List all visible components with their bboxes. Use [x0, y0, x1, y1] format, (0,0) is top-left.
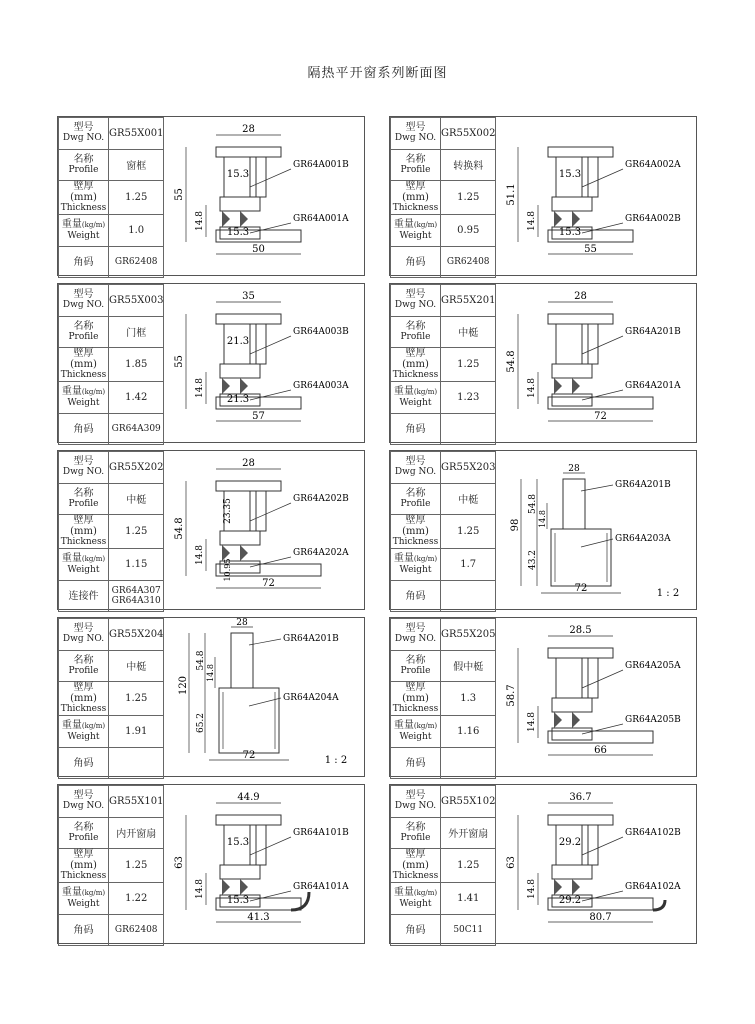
name-value: 中梃 [441, 316, 496, 348]
model-value: GR55X204 [109, 619, 164, 651]
code-value [441, 580, 496, 612]
model-value: GR55X003 [109, 285, 164, 317]
name-label: 名称 Profile [391, 316, 441, 348]
weight-value: 1.15 [109, 549, 164, 581]
name-value: 门框 [109, 316, 164, 348]
part-code-label: GR64A201A [625, 381, 681, 391]
model-label: 型号 Dwg NO. [59, 118, 109, 150]
weight-label: 重量(kg/m) Weight [59, 382, 109, 414]
dimension-label: 14.8 [527, 210, 537, 232]
code-label: 角码 [391, 747, 441, 779]
thickness-value: 1.25 [109, 849, 164, 883]
thickness-label: 壁厚 (mm) Thickness [59, 682, 109, 716]
name-value: 窗框 [109, 149, 164, 181]
name-value: 内开窗扇 [109, 817, 164, 849]
thickness-label: 壁厚 (mm) Thickness [391, 348, 441, 382]
drawing-area [493, 785, 696, 943]
dimension-label: 28 [242, 458, 255, 469]
dimension-label: 98 [510, 518, 521, 532]
thickness-value: 1.25 [441, 181, 496, 215]
model-value: GR55X002 [441, 118, 496, 150]
dimension-label: 14.8 [195, 210, 205, 232]
dimension-label: 14.8 [527, 711, 537, 733]
code-value: 50C11 [441, 914, 496, 946]
code-label: 角码 [391, 914, 441, 946]
model-value: GR55X201 [441, 285, 496, 317]
drawing-area [161, 284, 364, 442]
dimension-label: 29.2 [558, 837, 582, 848]
profile-card [57, 784, 365, 944]
dimension-label: 28 [574, 291, 587, 302]
thickness-value: 1.25 [109, 181, 164, 215]
model-value: GR55X102 [441, 786, 496, 818]
name-value: 外开窗扇 [441, 817, 496, 849]
model-label: 型号 Dwg NO. [59, 619, 109, 651]
spec-table [58, 618, 164, 779]
model-value: GR55X205 [441, 619, 496, 651]
part-code-label: GR64A202A [293, 548, 349, 558]
dimension-label: 66 [594, 745, 607, 756]
dimension-label: 72 [594, 411, 607, 422]
weight-value: 1.16 [441, 716, 496, 748]
weight-value: 1.22 [109, 883, 164, 915]
model-label: 型号 Dwg NO. [391, 619, 441, 651]
dimension-label: 10.95 [223, 558, 232, 582]
drawing-area [161, 618, 364, 776]
dimension-label: 28 [242, 124, 255, 135]
dimension-label: 15.3 [558, 227, 582, 238]
spec-table [58, 785, 164, 946]
dimension-label: 50 [252, 244, 265, 255]
model-value: GR55X203 [441, 452, 496, 484]
part-code-label: GR64A001B [293, 160, 349, 170]
model-label: 型号 Dwg NO. [391, 452, 441, 484]
thickness-value: 1.25 [109, 515, 164, 549]
drawing-area [161, 785, 364, 943]
dimension-label: 28 [236, 618, 248, 628]
dimension-label: 29.2 [558, 895, 582, 906]
weight-value: 1.7 [441, 549, 496, 581]
dimension-label: 57 [252, 411, 265, 422]
profile-drawing [493, 284, 696, 442]
dimension-label: 14.8 [195, 377, 205, 399]
name-value: 中梃 [109, 650, 164, 682]
weight-value: 1.42 [109, 382, 164, 414]
part-code-label: GR64A202B [293, 494, 349, 504]
thickness-value: 1.25 [441, 849, 496, 883]
spec-table [390, 618, 496, 779]
weight-value: 1.91 [109, 716, 164, 748]
code-label: 角码 [391, 580, 441, 612]
code-label: 角码 [59, 914, 109, 946]
part-code-label: GR64A205A [625, 661, 681, 671]
profile-drawing [161, 618, 364, 776]
dimension-label: 55 [584, 244, 597, 255]
part-code-label: GR64A203A [615, 534, 671, 544]
dimension-label: 54.8 [528, 493, 538, 515]
profile-card [389, 283, 697, 443]
dimension-label: 51.1 [506, 183, 517, 206]
name-label: 名称 Profile [59, 316, 109, 348]
spec-table [58, 451, 164, 612]
model-label: 型号 Dwg NO. [391, 285, 441, 317]
dimension-label: 65.2 [196, 712, 206, 734]
dimension-label: 63 [174, 856, 185, 869]
code-label: 角码 [391, 246, 441, 278]
part-code-label: GR64A201B [625, 327, 681, 337]
profile-card [57, 116, 365, 276]
dimension-label: 15.3 [226, 895, 250, 906]
dimension-label: 15.3 [226, 169, 250, 180]
code-label: 角码 [59, 246, 109, 278]
profile-drawing [493, 451, 696, 609]
name-value: 中梃 [109, 483, 164, 515]
profile-card [389, 450, 697, 610]
profile-drawing [161, 785, 364, 943]
dimension-label: 54.8 [506, 350, 517, 373]
dimension-label: 55 [174, 355, 185, 368]
thickness-value: 1.25 [109, 682, 164, 716]
weight-label: 重量(kg/m) Weight [391, 549, 441, 581]
part-code-label: GR64A205B [625, 715, 681, 725]
name-label: 名称 Profile [391, 149, 441, 181]
thickness-label: 壁厚 (mm) Thickness [59, 181, 109, 215]
dimension-label: 54.8 [196, 650, 206, 671]
thickness-label: 壁厚 (mm) Thickness [391, 849, 441, 883]
thickness-label: 壁厚 (mm) Thickness [391, 682, 441, 716]
dimension-label: 72 [262, 578, 275, 589]
thickness-value: 1.25 [441, 348, 496, 382]
code-value [441, 747, 496, 779]
weight-value: 1.41 [441, 883, 496, 915]
dimension-label: 14.8 [538, 510, 547, 528]
model-value: GR55X001 [109, 118, 164, 150]
name-label: 名称 Profile [59, 483, 109, 515]
dimension-label: 43.2 [528, 549, 538, 571]
code-value [441, 413, 496, 445]
dimension-label: 44.9 [237, 792, 260, 803]
weight-value: 1.23 [441, 382, 496, 414]
part-code-label: GR64A102B [625, 828, 681, 838]
dimension-label: 28 [568, 464, 580, 474]
name-label: 名称 Profile [59, 149, 109, 181]
drawing-area [493, 451, 696, 609]
thickness-value: 1.25 [441, 515, 496, 549]
dimension-label: 63 [506, 856, 517, 869]
thickness-value: 1.85 [109, 348, 164, 382]
thickness-label: 壁厚 (mm) Thickness [59, 348, 109, 382]
drawing-area [493, 284, 696, 442]
part-code-label: GR64A001A [293, 214, 349, 224]
weight-value: 0.95 [441, 215, 496, 247]
spec-table [58, 284, 164, 445]
name-label: 名称 Profile [59, 817, 109, 849]
part-code-label: GR64A101B [293, 828, 349, 838]
profile-card [389, 784, 697, 944]
weight-value: 1.0 [109, 215, 164, 247]
scale-label: 1 : 2 [656, 588, 680, 599]
dimension-label: 21.3 [226, 394, 250, 405]
weight-label: 重量(kg/m) Weight [59, 215, 109, 247]
weight-label: 重量(kg/m) Weight [59, 716, 109, 748]
profile-card [57, 450, 365, 610]
profile-card [389, 116, 697, 276]
profile-drawing [161, 117, 364, 275]
thickness-label: 壁厚 (mm) Thickness [59, 515, 109, 549]
spec-table [390, 785, 496, 946]
dimension-label: 41.3 [247, 912, 270, 923]
dimension-label: 55 [174, 188, 185, 201]
weight-label: 重量(kg/m) Weight [391, 883, 441, 915]
name-label: 名称 Profile [391, 483, 441, 515]
model-label: 型号 Dwg NO. [59, 285, 109, 317]
name-label: 名称 Profile [391, 817, 441, 849]
dimension-label: 72 [574, 583, 588, 594]
weight-label: 重量(kg/m) Weight [59, 883, 109, 915]
part-code-label: GR64A201B [283, 634, 339, 644]
name-value: 中梃 [441, 483, 496, 515]
model-value: GR55X202 [109, 452, 164, 484]
part-code-label: GR64A204A [283, 693, 339, 703]
spec-table [390, 451, 496, 612]
part-code-label: GR64A002B [625, 214, 681, 224]
dimension-label: 28.5 [569, 625, 592, 636]
profile-card [57, 617, 365, 777]
code-value: GR64A309 [109, 413, 164, 445]
code-label: 角码 [391, 413, 441, 445]
dimension-label: 35 [242, 291, 255, 302]
drawing-area [493, 117, 696, 275]
dimension-label: 14.8 [527, 878, 537, 900]
part-code-label: GR64A101A [293, 882, 349, 892]
model-label: 型号 Dwg NO. [59, 786, 109, 818]
code-value: GR62408 [109, 246, 164, 278]
code-value [109, 747, 164, 779]
dimension-label: 58.7 [506, 684, 517, 707]
code-label: 连接件 [59, 580, 109, 612]
dimension-label: 14.8 [195, 544, 205, 566]
part-code-label: GR64A201B [615, 480, 671, 490]
code-value: GR62408 [109, 914, 164, 946]
profile-drawing [161, 284, 364, 442]
name-value: 假中梃 [441, 650, 496, 682]
dimension-label: 15.3 [226, 227, 250, 238]
code-value: GR64A307 GR64A310 [109, 580, 164, 612]
dimension-label: 72 [242, 750, 256, 761]
drawing-area [161, 451, 364, 609]
weight-label: 重量(kg/m) Weight [391, 382, 441, 414]
profile-drawing [161, 451, 364, 609]
code-label: 角码 [59, 413, 109, 445]
scale-label: 1 : 2 [324, 755, 348, 766]
profile-drawing [493, 785, 696, 943]
thickness-value: 1.3 [441, 682, 496, 716]
dimension-label: 14.8 [195, 878, 205, 900]
page-title: 隔热平开窗系列断面图 [307, 66, 448, 81]
name-label: 名称 Profile [391, 650, 441, 682]
dimension-label: 23.35 [223, 498, 233, 524]
spec-table [390, 284, 496, 445]
drawing-area [161, 117, 364, 275]
profile-drawing [493, 117, 696, 275]
code-value: GR62408 [441, 246, 496, 278]
name-label: 名称 Profile [59, 650, 109, 682]
weight-label: 重量(kg/m) Weight [391, 716, 441, 748]
part-code-label: GR64A002A [625, 160, 681, 170]
dimension-label: 14.8 [206, 664, 215, 682]
profile-drawing [493, 618, 696, 776]
model-value: GR55X101 [109, 786, 164, 818]
thickness-label: 壁厚 (mm) Thickness [391, 181, 441, 215]
dimension-label: 80.7 [589, 912, 612, 923]
dimension-label: 15.3 [558, 169, 582, 180]
thickness-label: 壁厚 (mm) Thickness [59, 849, 109, 883]
spec-table [58, 117, 164, 278]
model-label: 型号 Dwg NO. [391, 786, 441, 818]
dimension-label: 54.8 [174, 517, 185, 540]
dimension-label: 120 [178, 675, 189, 696]
dimension-label: 14.8 [527, 377, 537, 399]
dimension-label: 15.3 [226, 837, 250, 848]
part-code-label: GR64A003A [293, 381, 349, 391]
thickness-label: 壁厚 (mm) Thickness [391, 515, 441, 549]
dimension-label: 36.7 [569, 792, 592, 803]
dimension-label: 21.3 [226, 336, 250, 347]
model-label: 型号 Dwg NO. [391, 118, 441, 150]
profile-card [57, 283, 365, 443]
name-value: 转换料 [441, 149, 496, 181]
weight-label: 重量(kg/m) Weight [391, 215, 441, 247]
code-label: 角码 [59, 747, 109, 779]
spec-table [390, 117, 496, 278]
part-code-label: GR64A003B [293, 327, 349, 337]
weight-label: 重量(kg/m) Weight [59, 549, 109, 581]
model-label: 型号 Dwg NO. [59, 452, 109, 484]
part-code-label: GR64A102A [625, 882, 681, 892]
drawing-area [493, 618, 696, 776]
profile-card [389, 617, 697, 777]
